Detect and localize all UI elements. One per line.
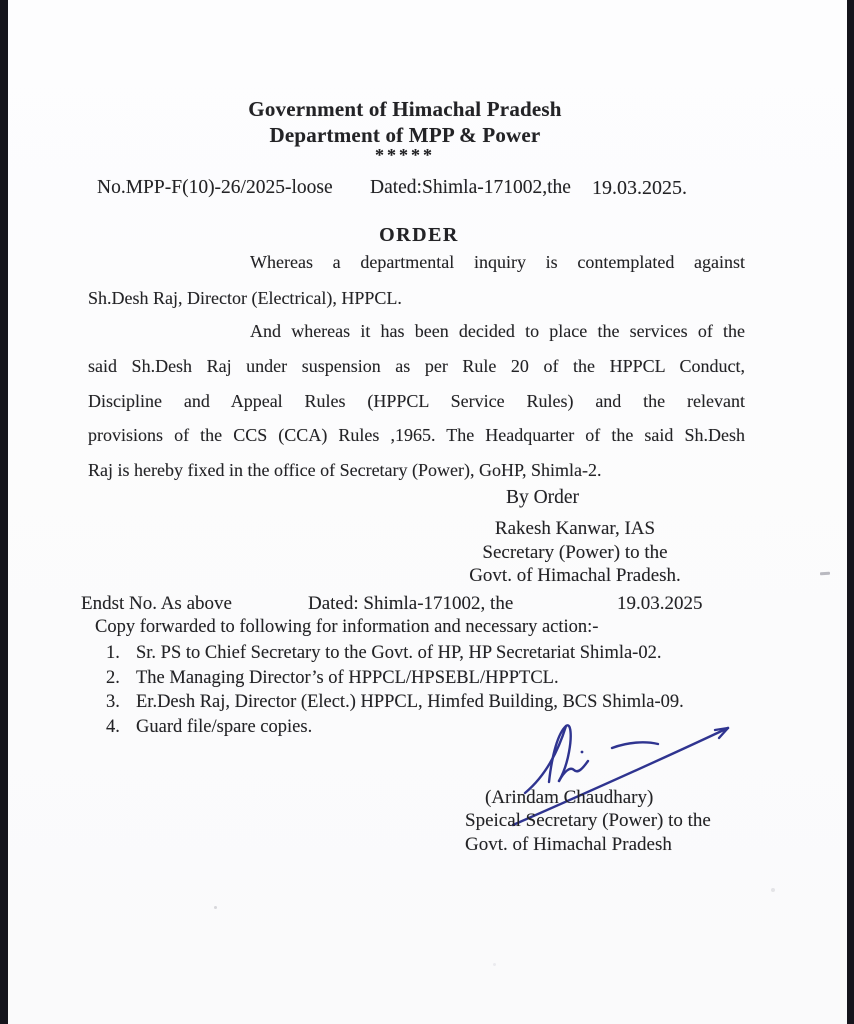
paragraph-line: provisions of the CCS (CCA) Rules ,1965. The Headquarter of the said Sh.Desh bbox=[88, 425, 745, 446]
special-secretary-org: Govt. of Himachal Pradesh bbox=[465, 833, 672, 855]
paragraph-line: Whereas a departmental inquiry is contemplated against bbox=[250, 252, 745, 272]
paragraph-line: Discipline and Appeal Rules (HPPCL Service Rules) and the relevant bbox=[88, 390, 745, 411]
paragraph-line: Sh.Desh Raj, Director (Electrical), HPPCL. bbox=[88, 287, 402, 308]
department-title: Department of MPP & Power bbox=[269, 123, 541, 147]
list-item-text: The Managing Director’s of HPPCL/HPSEBL/HPPTCL. bbox=[136, 667, 559, 688]
list-item-number: 2. bbox=[106, 667, 120, 688]
endorsement-date: 19.03.2025 bbox=[617, 593, 703, 614]
signatory-block bbox=[432, 517, 718, 588]
list-item bbox=[106, 641, 774, 666]
paragraph-line: Raj is hereby fixed in the office of Secretary (Power), GoHP, Shimla-2. bbox=[88, 460, 602, 481]
endorsement-row bbox=[81, 593, 703, 615]
special-secretary-name: (Arindam Chaudhary) bbox=[485, 787, 654, 808]
scan-artifact bbox=[771, 888, 775, 892]
paragraph-line: said Sh.Desh Raj under suspension as per Rule 20 of the HPPCL Conduct, bbox=[88, 355, 745, 376]
paragraph-whereas bbox=[88, 245, 745, 316]
copy-forwarded-line: Copy forwarded to following for information and necessary action:- bbox=[95, 617, 599, 637]
signatory-name: Rakesh Kanwar, IAS bbox=[494, 518, 656, 539]
list-item-text: Er.Desh Raj, Director (Elect.) HPPCL, Himfed Building, BCS Shimla-09. bbox=[136, 692, 684, 713]
special-secretary-block bbox=[465, 786, 711, 856]
dated-place-label: Dated:Shimla-171002,the bbox=[370, 177, 571, 198]
government-title: Government of Himachal Pradesh bbox=[248, 97, 562, 121]
order-heading: ORDER bbox=[379, 224, 459, 246]
endorsement-number: Endst No. As above bbox=[81, 593, 232, 614]
paragraph-suspension bbox=[88, 314, 745, 488]
paragraph-line: And whereas it has been decided to place the services of the bbox=[250, 321, 745, 341]
by-order-label: By Order bbox=[505, 487, 580, 508]
list-item-number: 3. bbox=[106, 692, 120, 713]
document-header bbox=[0, 96, 810, 163]
signatory-org: Govt. of Himachal Pradesh. bbox=[469, 565, 681, 586]
scan-border-right bbox=[847, 0, 854, 1024]
list-item-text: Guard file/spare copies. bbox=[136, 716, 313, 737]
endorsement-dated-label: Dated: Shimla-171002, the bbox=[308, 593, 514, 614]
signatory-title: Secretary (Power) to the bbox=[482, 541, 668, 563]
list-item bbox=[106, 666, 774, 691]
scan-artifact bbox=[493, 963, 496, 966]
scan-artifact bbox=[820, 572, 830, 576]
file-number: No.MPP-F(10)-26/2025-loose bbox=[97, 177, 333, 198]
list-item-text: Sr. PS to Chief Secretary to the Govt. of HP, HP Secretariat Shimla-02. bbox=[136, 643, 662, 663]
list-item-number: 1. bbox=[106, 643, 120, 663]
separator-stars: ***** bbox=[375, 145, 435, 165]
order-date: 19.03.2025. bbox=[592, 177, 687, 199]
scan-artifact bbox=[214, 906, 217, 909]
list-item-number: 4. bbox=[106, 716, 120, 737]
special-secretary-title: Speical Secretary (Power) to the bbox=[465, 810, 711, 832]
reference-row bbox=[97, 177, 794, 200]
